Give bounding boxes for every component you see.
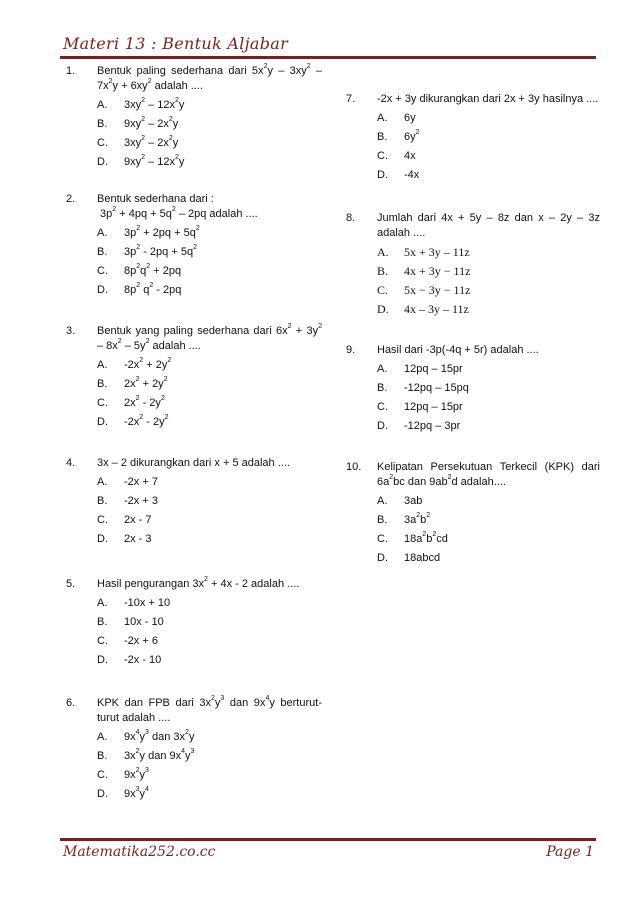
option-text: $3x^2y$ dan $9x^4y^3$: [124, 748, 195, 762]
question-item: [340, 460, 600, 570]
option-letter: C.: [377, 150, 388, 162]
answer-options: [97, 475, 322, 551]
answer-option: [377, 149, 600, 168]
answer-options: [97, 596, 322, 672]
answer-option: [377, 111, 600, 130]
answer-option: [377, 419, 600, 438]
answer-option: [97, 513, 322, 532]
option-text: 12pq – 15pr: [404, 401, 463, 413]
option-letter: D.: [97, 156, 108, 168]
option-letter: B.: [377, 264, 389, 278]
header-rule: [60, 56, 596, 59]
option-text: 4x: [404, 150, 416, 162]
option-letter: B.: [97, 750, 108, 762]
answer-option: [97, 749, 322, 768]
option-letter: C.: [97, 514, 108, 526]
option-text: 10x - 10: [124, 616, 164, 628]
option-text: 3ab: [404, 495, 423, 507]
answer-option: [377, 513, 600, 532]
option-text: 6y: [404, 112, 416, 124]
footer-rule: [60, 838, 596, 841]
option-letter: D.: [377, 420, 388, 432]
option-letter: C.: [377, 533, 388, 545]
option-letter: B.: [97, 495, 108, 507]
question-item: [340, 343, 600, 438]
option-text: -2x + 7: [124, 476, 158, 488]
option-text: $3xy^2 - 12x^2y$: [124, 97, 185, 111]
answer-option: [377, 551, 600, 570]
option-text: $-2x^2 + 2y^2$: [124, 357, 172, 371]
option-letter: B.: [97, 378, 108, 390]
answer-option: [377, 130, 600, 149]
question-stem: Kelipatan Persekutuan Terkecil (KPK) dari $6a^2bc$ dan $9ab^2d$ adalah....: [377, 461, 600, 488]
answer-option: [97, 117, 322, 136]
answer-options: [97, 358, 322, 434]
option-letter: A.: [97, 597, 108, 609]
option-text: $2x^2 + 2y^2$: [124, 376, 168, 390]
option-text: $9xy^2 - 12x^2y$: [124, 154, 185, 168]
question-stem: Bentuk paling sederhana dari $5x^2y - 3xy^2 - 7x^2y + 6xy^2$ adalah ....: [97, 63, 322, 92]
option-letter: C.: [97, 769, 108, 781]
answer-option: [97, 532, 322, 551]
option-text: -2x + 6: [124, 635, 158, 647]
answer-option: [377, 400, 600, 419]
option-text: $3p^2 - 2pq + 5q^2$: [124, 244, 197, 258]
option-letter: C.: [97, 265, 108, 277]
answer-option: [97, 730, 322, 749]
option-letter: C.: [97, 137, 108, 149]
answer-option: [97, 155, 322, 174]
option-text: $9x^4y^3$ dan $3x^2y$: [124, 729, 195, 743]
answer-options: [377, 245, 600, 321]
option-text: $8p^2$ $q^2 - 2pq$: [124, 282, 182, 296]
answer-option: [97, 358, 322, 377]
option-text: 4x + 3y − 11z: [404, 264, 471, 278]
footer-page-number: Page 1: [546, 844, 594, 860]
question-item: [60, 577, 322, 672]
question-item: [60, 456, 322, 551]
answer-option: [97, 226, 322, 245]
footer-site: Matematika252.co.cc: [63, 844, 216, 860]
answer-options: [97, 730, 322, 806]
option-letter: A.: [97, 359, 108, 371]
question-stem: KPK dan FPB dari $3x^2y^3$ dan $9x^4y$ berturut-turut adalah ....: [97, 695, 322, 724]
option-text: 4x – 3y – 11z: [404, 302, 469, 316]
option-letter: B.: [97, 246, 108, 258]
answer-option: [97, 494, 322, 513]
question-stem: Hasil dari -3p(-4q + 5r) adalah ....: [377, 344, 539, 356]
question-item: [60, 192, 322, 302]
answer-option: [97, 98, 322, 117]
question-stem: 3x – 2 dikurangkan dari x + 5 adalah ....: [97, 457, 290, 469]
option-letter: A.: [377, 112, 388, 124]
question-item: [60, 696, 322, 806]
option-text: $8p^2q^2 + 2pq$: [124, 263, 182, 277]
option-letter: D.: [97, 654, 108, 666]
question-stem: Jumlah dari 4x + 5y – 8z dan x – 2y – 3z adalah ....: [377, 212, 600, 239]
option-text: $3a^2b^2$: [404, 512, 431, 526]
answer-option: [97, 245, 322, 264]
answer-option: [377, 283, 600, 302]
option-letter: C.: [377, 283, 389, 297]
question-stem: Bentuk yang paling sederhana dari $6x^2 + 3y^2 - 8x^2 - 5y^2$ adalah ....: [97, 323, 323, 352]
question-number: 2.: [66, 193, 76, 205]
option-letter: C.: [97, 397, 108, 409]
question-number: 6.: [66, 697, 76, 709]
option-letter: A.: [377, 245, 389, 259]
answer-option: [97, 475, 322, 494]
question-number: 7.: [346, 93, 356, 105]
question-number: 1.: [66, 65, 76, 77]
answer-option: [97, 596, 322, 615]
option-text: 5x − 3y − 11z: [404, 283, 471, 297]
option-text: $18a^2b^2cd$: [404, 531, 448, 545]
option-letter: C.: [97, 635, 108, 647]
answer-option: [377, 245, 600, 264]
answer-option: [97, 768, 322, 787]
option-letter: D.: [97, 788, 108, 800]
option-text: $3p^2 + 2pq + 5q^2$: [124, 225, 200, 239]
question-item: [340, 92, 600, 187]
option-letter: A.: [377, 363, 388, 375]
question-number: 8.: [346, 212, 356, 224]
option-letter: D.: [97, 533, 108, 545]
answer-option: [97, 396, 322, 415]
option-text: $6y^2$: [404, 129, 420, 143]
answer-option: [97, 787, 322, 806]
option-letter: A.: [97, 227, 108, 239]
page-title: Materi 13 : Bentuk Aljabar: [63, 34, 289, 53]
answer-options: [97, 226, 322, 302]
option-letter: D.: [377, 302, 389, 316]
option-text: -4x: [404, 169, 420, 181]
option-text: -12pq – 3pr: [404, 420, 461, 432]
option-letter: B.: [97, 118, 108, 130]
answer-option: [97, 264, 322, 283]
answer-option: [97, 283, 322, 302]
option-letter: A.: [97, 99, 108, 111]
answer-options: [377, 362, 600, 438]
answer-option: [377, 264, 600, 283]
option-text: -2x - 10: [124, 654, 162, 666]
option-letter: B.: [377, 382, 388, 394]
option-text: 5x + 3y – 11z: [404, 245, 470, 259]
question-stem: -2x + 3y dikurangkan dari 2x + 3y hasilnya ....: [377, 93, 599, 105]
option-letter: B.: [97, 616, 108, 628]
question-stem: Hasil pengurangan $3x^2 + 4x - 2$ adalah ....: [97, 576, 300, 590]
answer-option: [377, 362, 600, 381]
question-number: 9.: [346, 344, 356, 356]
option-text: $9x^3y^4$: [124, 786, 149, 800]
option-text: 12pq – 15pr: [404, 363, 463, 375]
option-letter: D.: [377, 552, 388, 564]
answer-options: [377, 111, 600, 187]
option-text: $3xy^2 - 2x^2y$: [124, 135, 179, 149]
answer-option: [377, 302, 600, 321]
question-item: [60, 64, 322, 174]
question-number: 4.: [66, 457, 76, 469]
option-letter: D.: [97, 284, 108, 296]
answer-option: [377, 168, 600, 187]
option-letter: B.: [377, 514, 388, 526]
answer-option: [97, 653, 322, 672]
answer-options: [97, 98, 322, 174]
answer-option: [97, 615, 322, 634]
question-number: 5.: [66, 578, 76, 590]
option-text: 2x - 7: [124, 514, 152, 526]
question-item: [60, 324, 322, 434]
question-number: 10.: [346, 461, 362, 473]
option-letter: A.: [97, 476, 108, 488]
option-letter: D.: [97, 416, 108, 428]
option-text: 18abcd: [404, 552, 441, 564]
option-letter: C.: [377, 401, 388, 413]
question-number: 3.: [66, 325, 76, 337]
option-text: $9xy^2 - 2x^2y$: [124, 116, 179, 130]
question-item: [340, 211, 600, 321]
question-stem: Bentuk sederhana dari : $3p^2 + 4pq + 5q^2 - 2pq$ adalah ....: [97, 193, 258, 220]
option-text: 2x - 3: [124, 533, 152, 545]
answer-option: [377, 532, 600, 551]
answer-options: [377, 494, 600, 570]
option-letter: A.: [97, 731, 108, 743]
answer-option: [97, 634, 322, 653]
answer-option: [97, 136, 322, 155]
option-text: -2x + 3: [124, 495, 158, 507]
left-column: [60, 64, 322, 806]
option-text: -12pq – 15pq: [404, 382, 469, 394]
right-column: [340, 92, 600, 590]
option-text: $-2x^2 - 2y^2$: [124, 414, 169, 428]
answer-option: [97, 377, 322, 396]
option-letter: B.: [377, 131, 388, 143]
option-letter: D.: [377, 169, 388, 181]
answer-option: [377, 494, 600, 513]
option-text: -10x + 10: [124, 597, 171, 609]
option-letter: A.: [377, 495, 388, 507]
option-text: $2x^2 - 2y^2$: [124, 395, 165, 409]
option-text: $9x^2y^3$: [124, 767, 149, 781]
answer-option: [97, 415, 322, 434]
answer-option: [377, 381, 600, 400]
